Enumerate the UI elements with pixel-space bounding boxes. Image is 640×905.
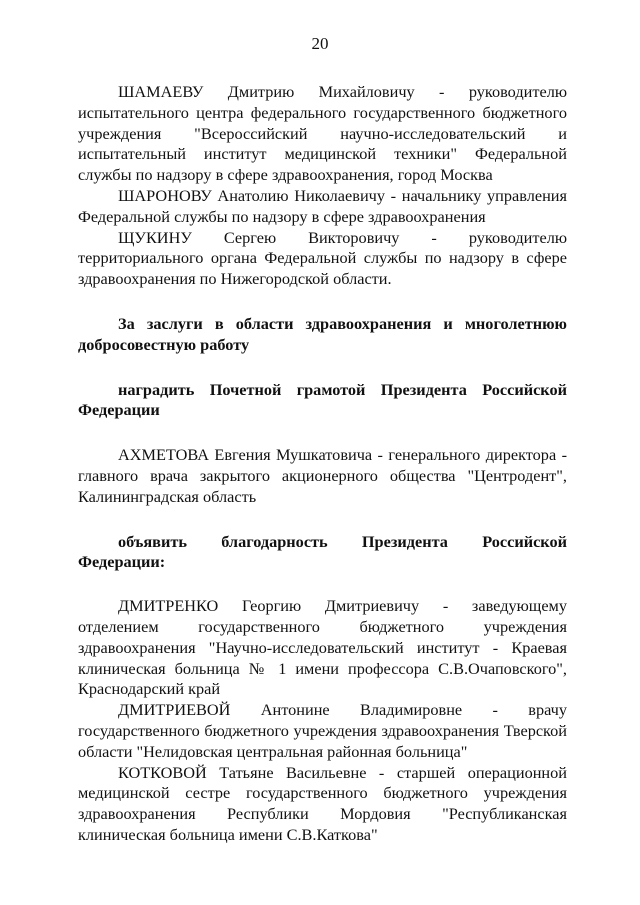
section-heading-gratitude: объявить благодарность Президента Российской Федерации: (78, 531, 567, 572)
award-entry-shamaev: ШАМАЕВУ Дмитрию Михайловичу - руководителю испытательного центра федерального государственного бюджетного учреждения "Всероссийский научно-исследовательский и испытательный институт медицинской техники" Федеральной службы по надзору в сфере здравоохранения, город Москва (78, 82, 567, 185)
award-entry-akhmetov: АХМЕТОВА Евгения Мушкатовича - генерального директора - главного врача закрытого акционерного общества "Центродент", Калининградская область (78, 445, 567, 506)
document-body (78, 82, 567, 846)
award-entry-shchukin: ЩУКИНУ Сергею Викторовичу - руководителю территориального органа Федеральной службы по надзору в сфере здравоохранения по Нижегородской области. (78, 227, 567, 289)
section-heading-award-diploma: наградить Почетной грамотой Президента Российской Федерации (78, 379, 567, 420)
award-entry-dmitrieva: ДМИТРИЕВОЙ Антонине Владимировне - врачу государственного бюджетного учреждения здравоохранения Тверской области "Нелидовская центральная районная больница" (78, 700, 567, 761)
award-entry-sharonov: ШАРОНОВУ Анатолию Николаевичу - начальнику управления Федеральной службы по надзору в сфере здравоохранения (78, 185, 567, 226)
award-entry-kotkova: КОТКОВОЙ Татьяне Васильевне - старшей операционной медицинской сестре государственного бюджетного учреждения здравоохранения Республики Мордовия "Республиканская клиническая больница имени С.В.Каткова" (78, 762, 567, 844)
section-heading-merits: За заслуги в области здравоохранения и многолетнюю добросовестную работу (78, 313, 567, 354)
page-number: 20 (311, 34, 329, 53)
award-entry-dmitrenko: ДМИТРЕНКО Георгию Дмитриевичу - заведующему отделением государственного бюджетного учреждения здравоохранения "Научно-исследовательский институт - Краевая клиническая больница № 1 имени профессора С.В.Очаповского", Краснодарский край (78, 596, 567, 699)
